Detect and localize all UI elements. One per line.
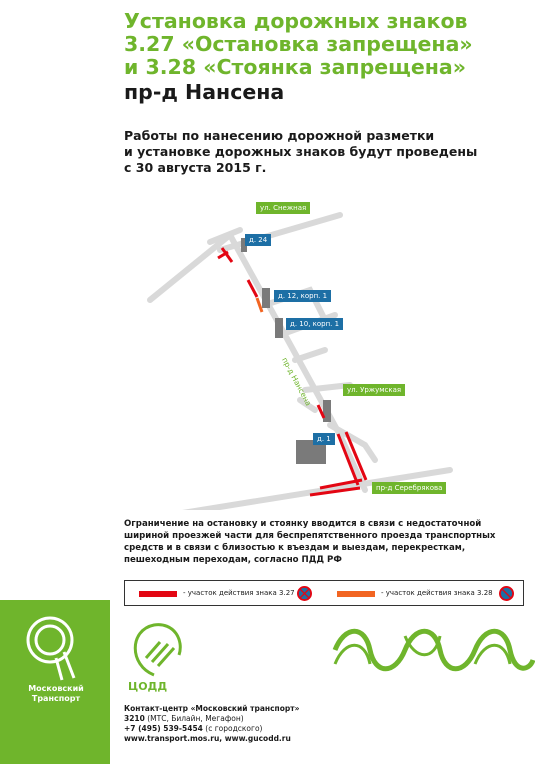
no-stopping-sign-icon (297, 586, 312, 601)
label-d24: д. 24 (245, 234, 271, 246)
short-number: 3210 (124, 714, 145, 723)
logo-text-line: Московский (28, 684, 84, 693)
street-map (110, 190, 470, 514)
title-line: Установка дорожных знаков (124, 9, 468, 33)
phone-note: (с городского) (202, 724, 263, 733)
note-line: шириной проезжей части для беспрепятственного проезда транспортных (124, 531, 496, 541)
title-line: 3.27 «Остановка запрещена» (124, 32, 473, 56)
building-d10 (275, 318, 283, 338)
driveway-stub (295, 350, 325, 360)
legend-item-328: - участок действия знака 3.28 (381, 589, 493, 597)
building-urzh (323, 400, 331, 422)
subtitle-line: с 30 августа 2015 г. (124, 160, 267, 175)
subtitle-line: Работы по нанесению дорожной разметки (124, 128, 435, 143)
codd-logo-text: ЦОДД (128, 680, 168, 693)
phone-number: +7 (495) 539-5454 (124, 724, 203, 733)
street-name: пр-д Нансена (124, 80, 285, 104)
moscow-transport-emblem-icon (0, 600, 110, 690)
building-d12 (262, 288, 270, 308)
label-serebryakova: пр-д Серебрякова (372, 482, 446, 494)
label-nansena-road: пр-д Нансена (280, 356, 314, 408)
subtitle-line: и установке дорожных знаков будут проведены (124, 144, 478, 159)
codd-logo-icon (124, 620, 194, 680)
contact-websites[interactable] (124, 734, 299, 744)
legend-swatch-327 (139, 591, 177, 597)
label-urzhumskaya: ул. Уржумская (343, 384, 405, 396)
zone-328 (257, 298, 262, 312)
contact-center-title: Контакт-центр «Московский транспорт» (124, 704, 300, 713)
label-snezhnaya: ул. Снежная (256, 202, 310, 214)
contact-phone (124, 724, 299, 734)
title-line: и 3.28 «Стоянка запрещена» (124, 55, 466, 79)
legend-item-327: - участок действия знака 3.27 (183, 589, 295, 597)
road-d1 (330, 425, 375, 460)
page-title (124, 10, 534, 79)
note-line: пешеходным переходам, согласно ПДД РФ (124, 555, 342, 565)
decorative-wave-pattern (330, 620, 535, 680)
label-d1: д. 1 (313, 433, 335, 445)
short-number-note: (МТС, Билайн, Мегафон) (144, 714, 244, 723)
label-d12: д. 12, корп. 1 (274, 290, 331, 302)
legend-swatch-328 (337, 591, 375, 597)
label-d10: д. 10, корп. 1 (286, 318, 343, 330)
no-parking-sign-icon (499, 586, 514, 601)
websites-text[interactable]: www.transport.mos.ru, www.gucodd.ru (124, 734, 291, 743)
contact-center-label (124, 704, 299, 714)
restriction-note (124, 518, 524, 566)
contact-short-number (124, 714, 299, 724)
legend (124, 580, 524, 606)
logo-text-line: Транспорт (31, 694, 81, 703)
contacts (124, 704, 299, 744)
moscow-transport-logo (0, 600, 110, 764)
map-svg (110, 190, 470, 510)
moscow-transport-name (8, 684, 104, 704)
left-sidebar (0, 0, 110, 764)
note-line: средств и в связи с близостью к въездам и выездам, перекресткам, (124, 543, 466, 553)
road-west-branch (150, 235, 230, 300)
works-date-text (124, 128, 534, 176)
note-line: Ограничение на остановку и стоянку вводится в связи с недостаточной (124, 519, 482, 529)
